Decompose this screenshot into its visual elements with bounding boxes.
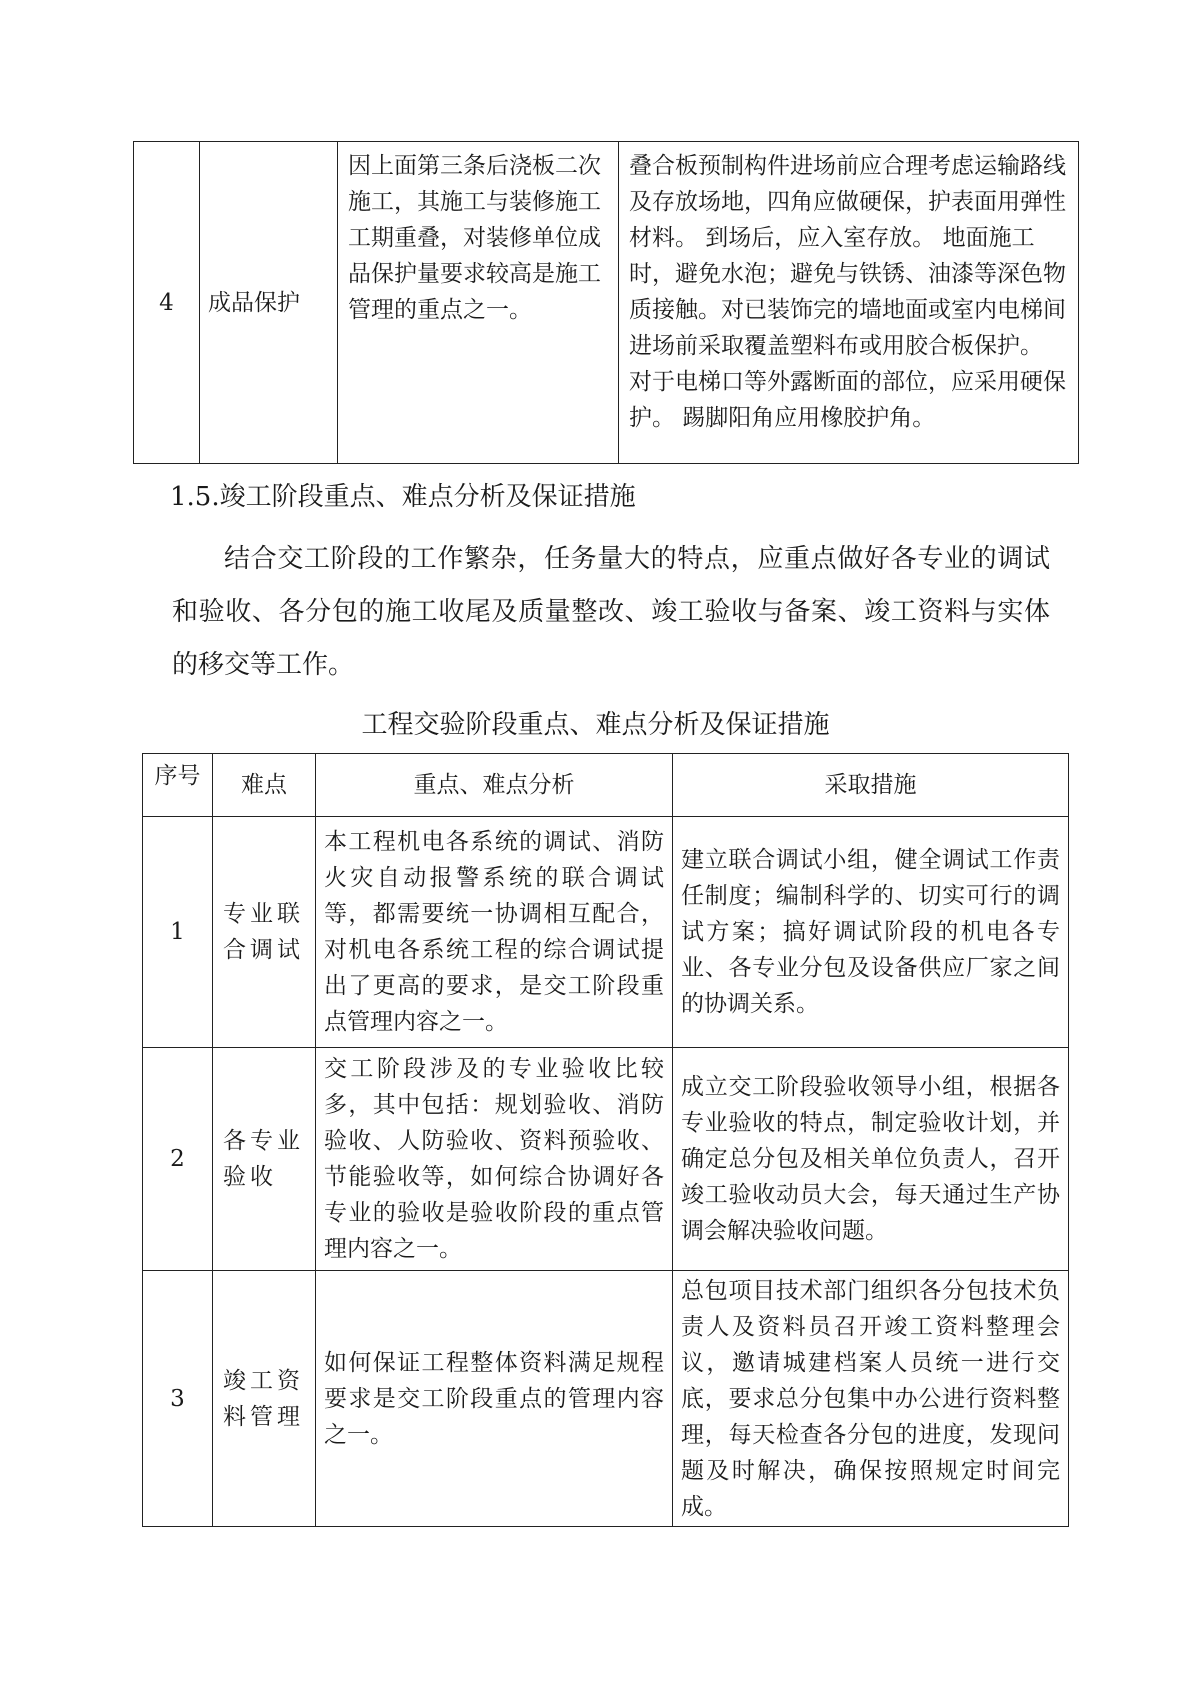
table-row [143, 817, 1069, 1048]
row-measures: 建立联合调试小组，健全调试工作责任制度；编制科学的、切实可行的调试方案；搞好调试阶段的机电各专业、各专业分包及设备供应厂家之间的协调关系。 [673, 817, 1069, 1048]
header-difficulty: 难点 [213, 754, 316, 817]
row-seq: 1 [143, 817, 213, 1048]
section-heading: 1.5.竣工阶段重点、难点分析及保证措施 [170, 482, 636, 512]
header-measures: 采取措施 [673, 754, 1069, 817]
row-difficulty: 成品保护 [200, 142, 338, 464]
row-seq: 2 [143, 1048, 213, 1271]
header-analysis: 重点、难点分析 [316, 754, 673, 817]
header-seq: 序号 [143, 754, 213, 817]
table-header-row [143, 754, 1069, 817]
table-title: 工程交验阶段重点、难点分析及保证措施 [361, 710, 830, 740]
row-analysis: 交工阶段涉及的专业验收比较多，其中包括：规划验收、消防验收、人防验收、资料预验收、节能验收等，如何综合协调好各专业的验收是验收阶段的重点管理内容之一。 [316, 1048, 673, 1271]
table-row [143, 1048, 1069, 1271]
table-row [143, 1271, 1069, 1527]
row-measures: 总包项目技术部门组织各分包技术负责人及资料员召开竣工资料整理会议，邀请城建档案人员统一进行交底，要求总分包集中办公进行资料整理，每天检查各分包的进度，发现问题及时解决，确保按照规定时间完成。 [673, 1271, 1069, 1527]
row-analysis: 因上面第三条后浇板二次施工，其施工与装修施工工期重叠，对装修单位成品保护量要求较高是施工管理的重点之一。 [338, 142, 619, 464]
row-seq: 3 [143, 1271, 213, 1527]
row-seq: 4 [134, 142, 200, 464]
row-difficulty: 专业联合调试 [213, 817, 316, 1048]
row-difficulty: 各专业验收 [213, 1048, 316, 1271]
continued-table [133, 141, 1079, 464]
section-paragraph: 结合交工阶段的工作繁杂，任务量大的特点，应重点做好各专业的调试和验收、各分包的施工收尾及质量整改、竣工验收与备案、竣工资料与实体的移交等工作。 [172, 544, 1050, 680]
row-analysis: 本工程机电各系统的调试、消防火灾自动报警系统的联合调试等，都需要统一协调相互配合，对机电各系统工程的综合调试提出了更高的要求，是交工阶段重点管理内容之一。 [316, 817, 673, 1048]
row-measures: 叠合板预制构件进场前应合理考虑运输路线及存放场地，四角应做硬保，护表面用弹性材料。 到场后，应入室存放。 地面施工时，避免水泡；避免与铁锈、油漆等深色物质接触。对已装饰完的墙地面或室内电梯间进场前采取覆盖塑料布或用胶合板保护。 对于电梯口等外露断面的部位，应采用硬保护。 踢脚阳角应用橡胶护角。 [619, 142, 1079, 464]
row-measures: 成立交工阶段验收领导小组，根据各专业验收的特点，制定验收计划，并确定总分包及相关单位负责人，召开竣工验收动员大会，每天通过生产协调会解决验收问题。 [673, 1048, 1069, 1271]
acceptance-table [142, 753, 1069, 1527]
row-difficulty: 竣工资料管理 [213, 1271, 316, 1527]
table-row [134, 142, 1079, 464]
row-analysis: 如何保证工程整体资料满足规程要求是交工阶段重点的管理内容之一。 [316, 1271, 673, 1527]
